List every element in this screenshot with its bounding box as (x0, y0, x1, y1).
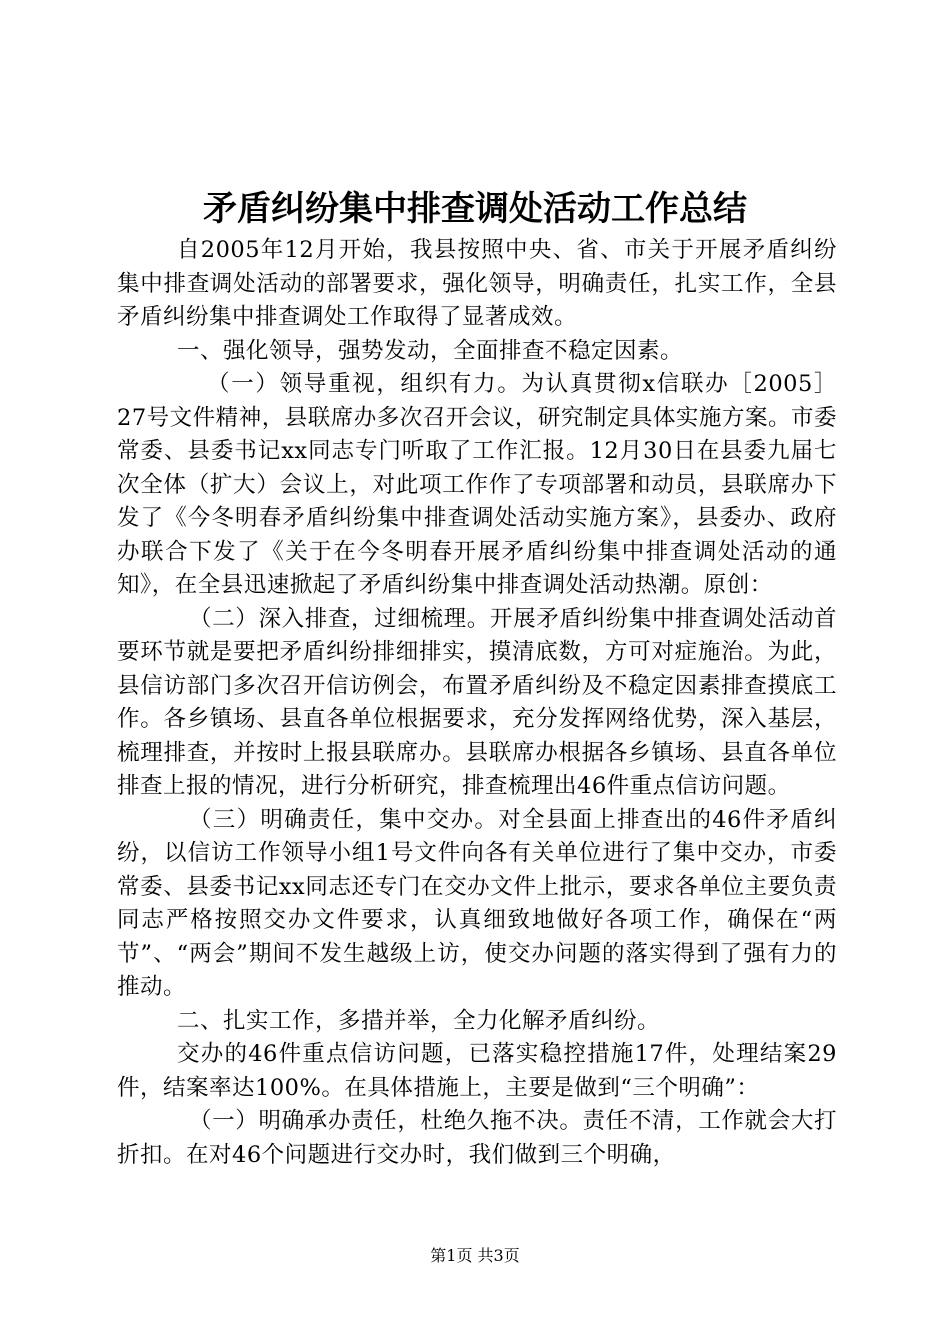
paragraph-section-1-part-1: （一）领导重视，组织有力。为认真贯彻x信联办［2005］27号文件精神，县联席办多次召开会议，研究制定具体实施方案。市委常委、县委书记xx同志专门听取了工作汇报。12月30日在县委九届七次全体（扩大）会议上，对此项工作作了专项部署和动员，县联席办下发了《今冬明春矛盾纠纷集中排查调处活动实施方案》，县委办、政府办联合下发了《关于在今冬明春开展矛盾纠纷集中排查调处活动的通知》，在全县迅速掀起了矛盾纠纷集中排查调处活动热潮。原创： (117, 371, 837, 598)
heading-section-1: 一、强化领导，强势发动，全面排查不稳定因素。 (177, 337, 684, 364)
paragraph-section-2-intro: 交办的46件重点信访问题，已落实稳控措施17件，处理结案29件，结案率达100%。在具体措施上，主要是做到“三个明确”： (117, 1041, 837, 1101)
paragraph-section-1-part-3: （三）明确责任，集中交办。对全县面上排查出的46件矛盾纠纷，以信访工作领导小组1号文件向各有关单位进行了集中交办，市委常委、县委书记xx同志还专门在交办文件上批示，要求各单位主要负责同志严格按照交办文件要求，认真细致地做好各项工作，确保在“两节”、“两会”期间不发生越级上访，使交办问题的落实得到了强有力的推动。 (117, 806, 837, 1000)
paragraph-section-1-part-2: （二）深入排查，过细梳理。开展矛盾纠纷集中排查调处活动首要环节就是要把矛盾纠纷排细排实，摸清底数，方可对症施治。为此，县信访部门多次召开信访例会，布置矛盾纠纷及不稳定因素排查摸底工作。各乡镇场、县直各单位根据要求，充分发挥网络优势，深入基层，梳理排查，并按时上报县联席办。县联席办根据各乡镇场、县直各单位排查上报的情况，进行分析研究，排查梳理出46件重点信访问题。 (117, 605, 837, 799)
paragraph-section-2-part-1: （一）明确承办责任，杜绝久拖不决。责任不清，工作就会大打折扣。在对46个问题进行交办时，我们做到三个明确， (117, 1108, 837, 1168)
heading-section-2: 二、扎实工作，多措并举，全力化解矛盾纠纷。 (177, 1007, 661, 1034)
document-body (117, 234, 837, 1172)
page-footer: 第1页 共3页 (430, 1246, 520, 1265)
document-title: 矛盾纠纷集中排查调处活动工作总结 (203, 189, 747, 229)
paragraph-intro: 自2005年12月开始，我县按照中央、省、市关于开展矛盾纠纷集中排查调处活动的部署要求，强化领导，明确责任，扎实工作，全县矛盾纠纷集中排查调处工作取得了显著成效。 (117, 237, 837, 330)
